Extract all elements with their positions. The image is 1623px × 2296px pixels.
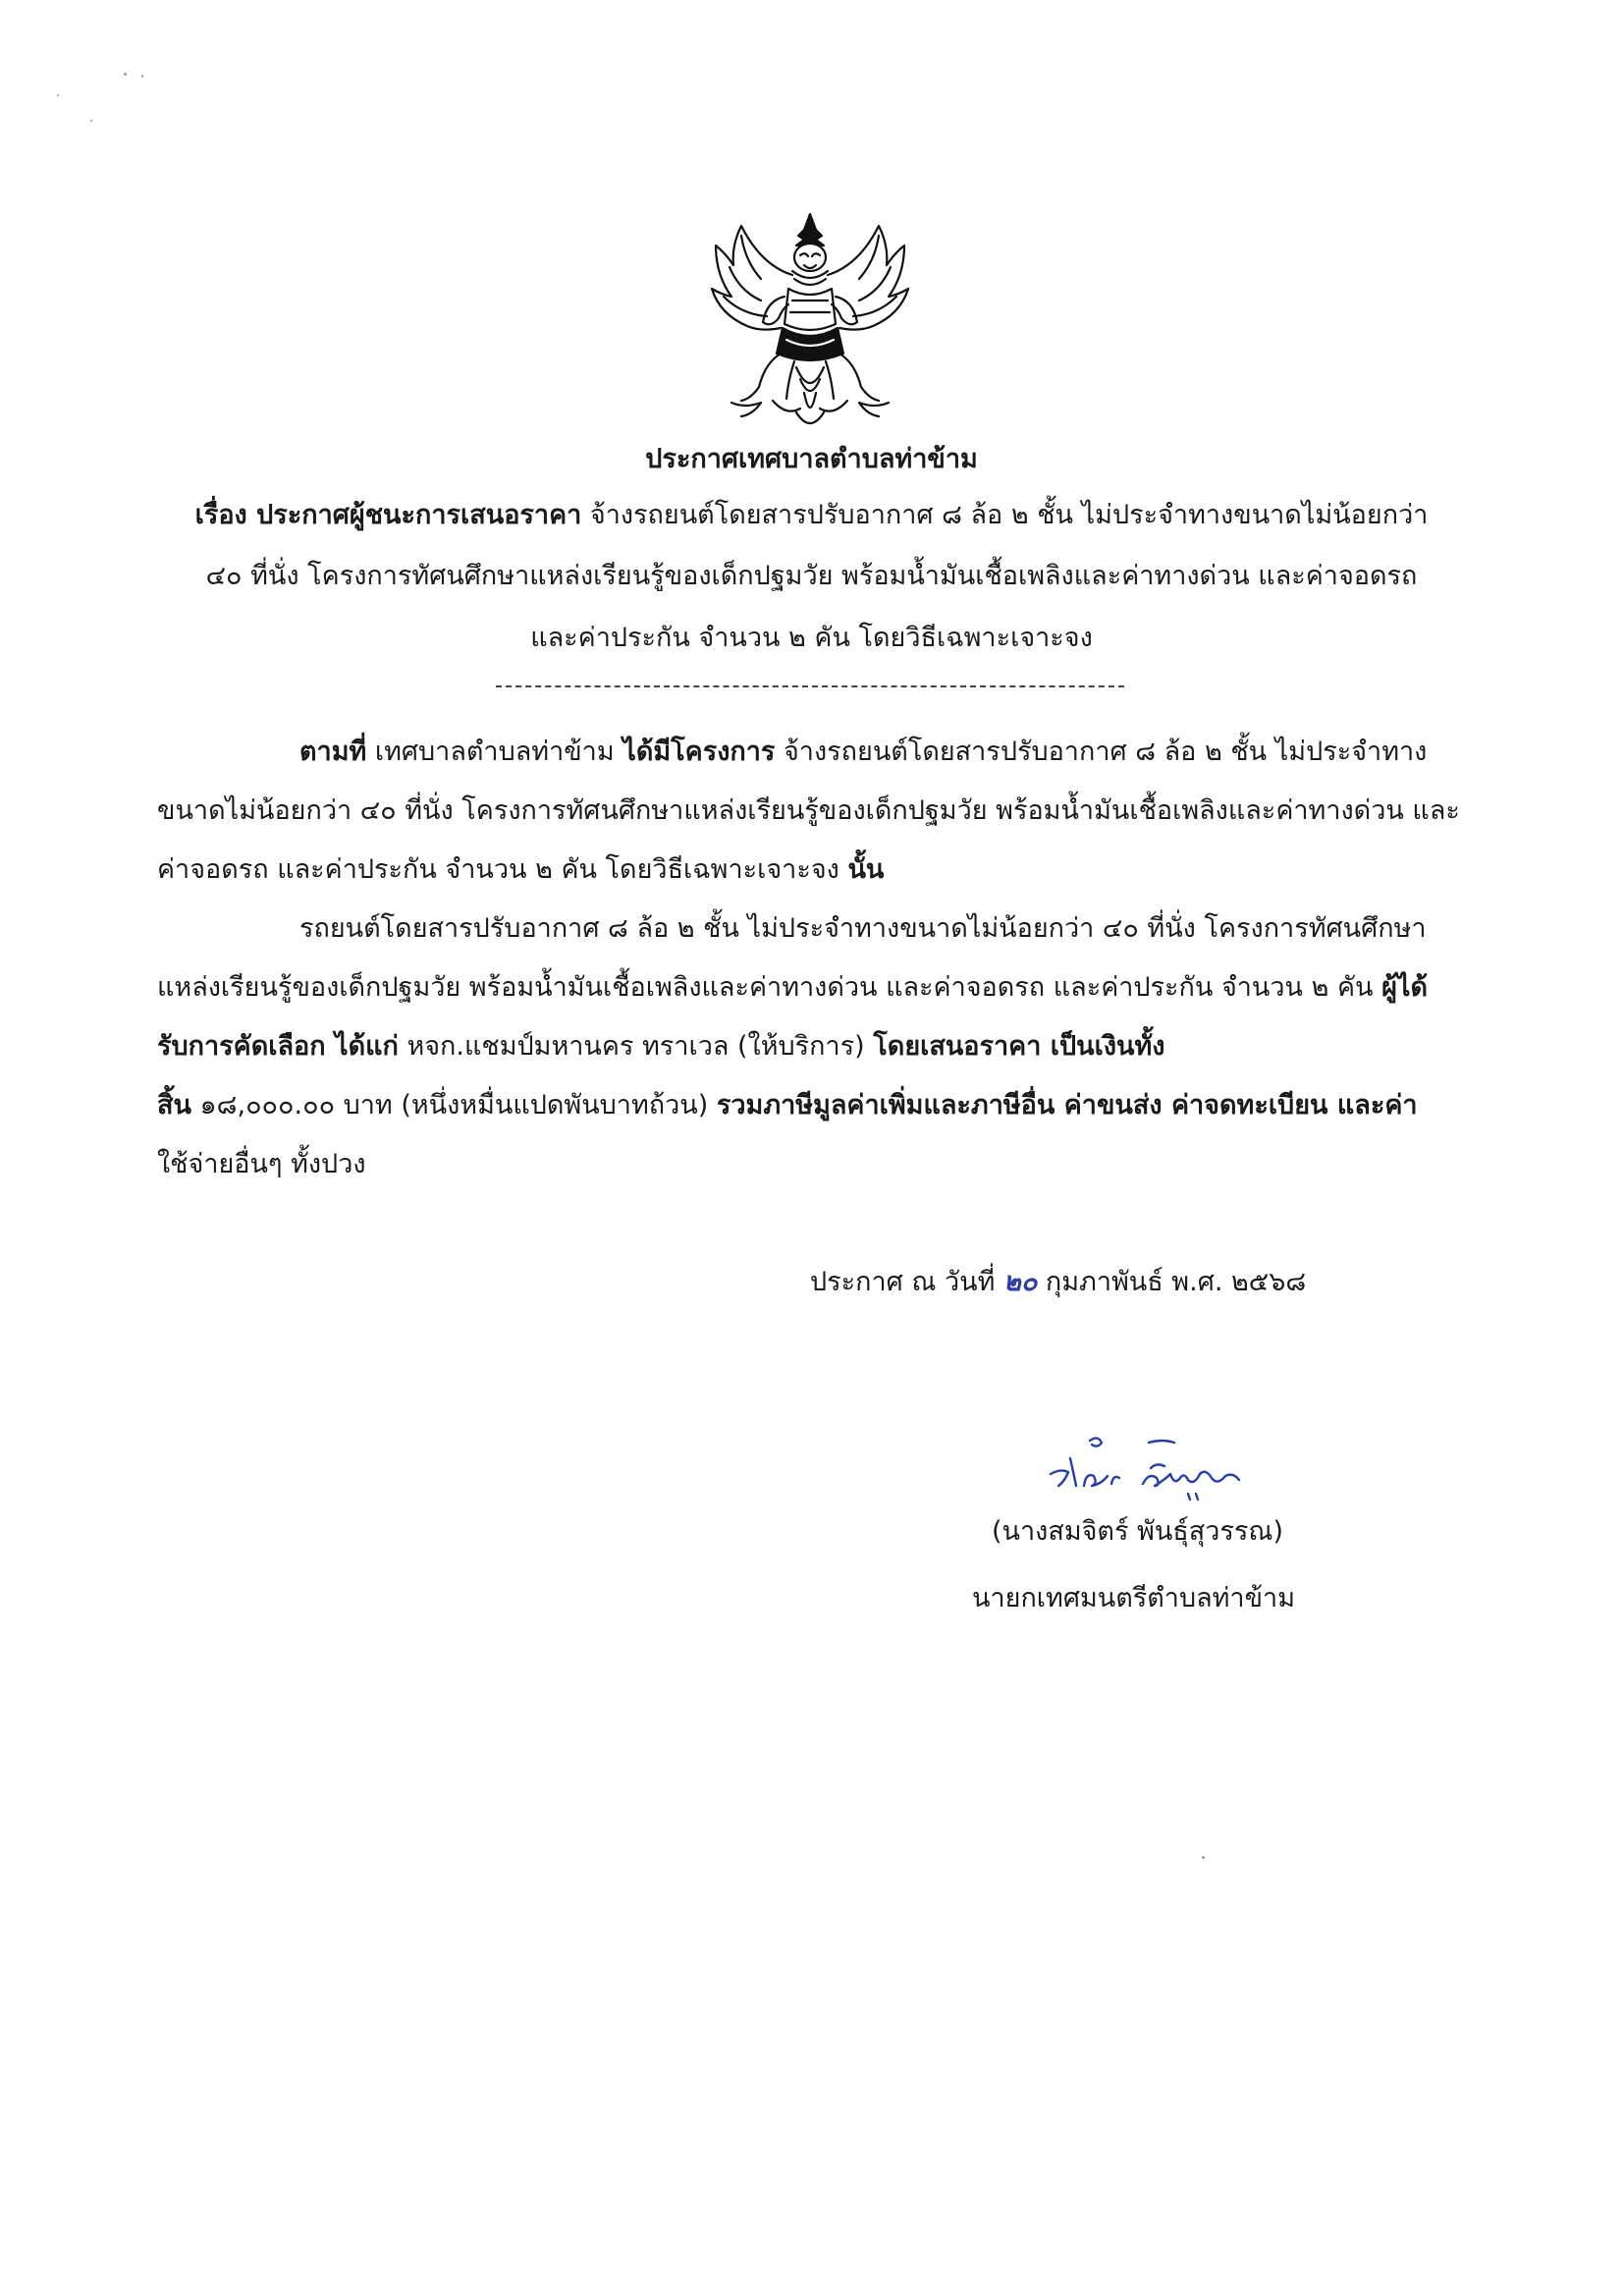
subject-line-3: และค่าประกัน จำนวน ๒ คัน โดยวิธีเฉพาะเจาะจง <box>530 623 1093 653</box>
announcement-date <box>810 1263 1306 1302</box>
bold-phrase: โดยเสนอราคา เป็นเงินทั้ง <box>873 1031 1165 1062</box>
text-run: แหล่งเรียนรู้ของเด็กปฐมวัย พร้อมน้ำมันเชื้อเพลิงและค่าทางด่วน และค่าจอดรถ และค่าประกัน จำนวน ๒ คัน <box>157 972 1382 1003</box>
scan-speck <box>90 120 92 122</box>
bold-phrase: สิ้น <box>157 1090 191 1121</box>
text-run: เทศบาลตำบลท่าข้าม <box>366 737 623 767</box>
bold-phrase: ได้มีโครงการ <box>622 737 776 767</box>
bold-phrase: ผู้ได้ <box>1381 972 1428 1003</box>
scan-speck <box>1202 1856 1205 1859</box>
paragraph-2-line-5: ใช้จ่ายอื่นๆ ทั้งปวง <box>157 1149 366 1179</box>
bold-phrase: นั้น <box>847 854 885 885</box>
text-run: ค่าจอดรถ และค่าประกัน จำนวน ๒ คัน โดยวิธีเฉพาะเจาะจง <box>157 854 848 885</box>
subject-label: เรื่อง ประกาศผู้ชนะการเสนอราคา <box>194 500 582 530</box>
paragraph-1-line-2: ขนาดไม่น้อยกว่า ๔๐ ที่นั่ง โครงการทัศนศึกษาแหล่งเรียนรู้ของเด็กปฐมวัย พร้อมน้ำมันเชื้อเพลิงและค่าทางด่วน และ <box>157 795 1460 826</box>
paragraph-1-line-1 <box>299 733 1427 772</box>
divider-line <box>496 685 1124 687</box>
text-run: ๑๘,๐๐๐.๐๐ บาท (หนึ่งหมื่นแปดพันบาทถ้วน) <box>190 1090 717 1121</box>
bold-phrase: ตามที่ <box>299 737 367 767</box>
text-run: จ้างรถยนต์โดยสารปรับอากาศ ๘ ล้อ ๒ ชั้น ไม่ประจำทาง <box>775 737 1428 767</box>
date-month-year: กุมภาพันธ์ พ.ศ. ๒๕๖๘ <box>1045 1267 1307 1297</box>
text-run: หจก.แชมป์มหานคร ทราเวล (ให้บริการ) <box>398 1031 874 1062</box>
signatory-title: นายกเทศมนตรีตำบลท่าข้าม <box>972 1583 1295 1613</box>
date-prefix: ประกาศ ณ วันที่ <box>810 1267 996 1297</box>
garuda-emblem <box>702 206 918 437</box>
paragraph-1-line-3 <box>157 850 884 890</box>
document-title: ประกาศเทศบาลตำบลท่าข้าม <box>645 444 978 474</box>
signatory-name: (นางสมจิตร์ พันธุ์สุวรรณ) <box>992 1516 1284 1547</box>
scan-speck <box>57 94 59 96</box>
date-day: ๒๐ <box>1003 1267 1038 1297</box>
subject-text: จ้างรถยนต์โดยสารปรับอากาศ ๘ ล้อ ๒ ชั้น ไม่ประจำทางขนาดไม่น้อยกว่า <box>581 500 1429 530</box>
paragraph-2-line-1: รถยนต์โดยสารปรับอากาศ ๘ ล้อ ๒ ชั้น ไม่ประจำทางขนาดไม่น้อยกว่า ๔๐ ที่นั่ง โครงการทัศนศึกษา <box>299 913 1427 944</box>
handwritten-signature <box>1041 1429 1267 1507</box>
bold-phrase: รับการคัดเลือก ได้แก่ <box>157 1031 399 1062</box>
scan-speck <box>141 75 143 78</box>
paragraph-2-line-4 <box>157 1086 1418 1125</box>
subject-line-1 <box>0 496 1623 535</box>
bold-phrase: รวมภาษีมูลค่าเพิ่มและภาษีอื่น ค่าขนส่ง ค่าจดทะเบียน และค่า <box>716 1090 1418 1121</box>
paragraph-2-line-3 <box>157 1027 1164 1066</box>
subject-line-2: ๔๐ ที่นั่ง โครงการทัศนศึกษาแหล่งเรียนรู้ของเด็กปฐมวัย พร้อมน้ำมันเชื้อเพลิงและค่าทางด่วน และค่าจอดรถ <box>205 561 1418 591</box>
paragraph-2-line-2 <box>157 968 1428 1008</box>
scan-speck <box>124 73 127 76</box>
